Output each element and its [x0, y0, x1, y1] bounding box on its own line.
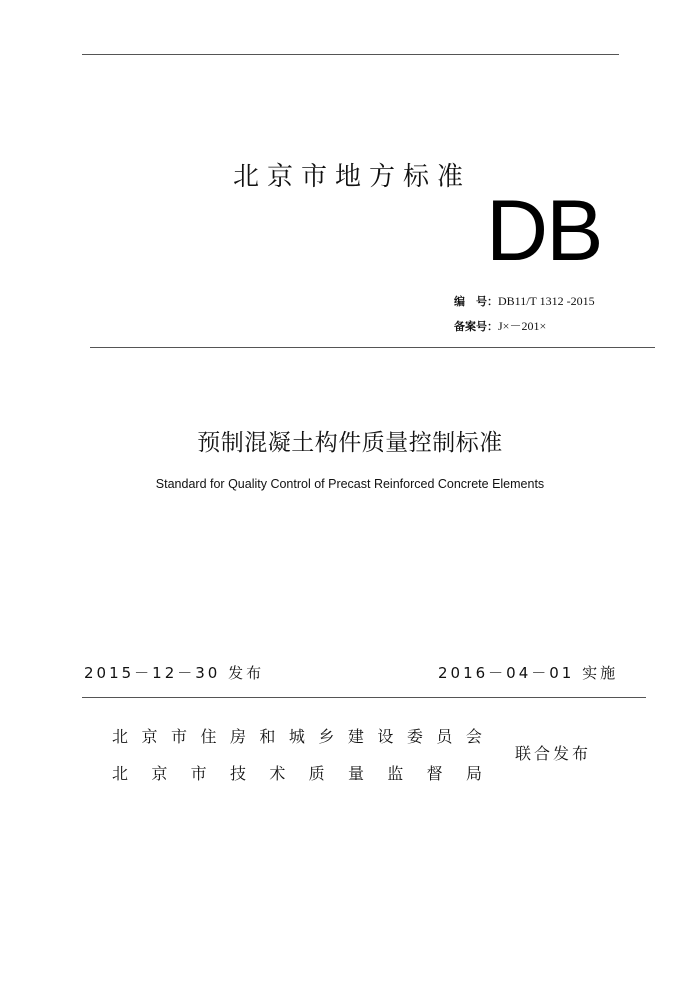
issuer-char: 监: [387, 764, 404, 783]
issuer-char: 北: [112, 727, 129, 746]
record-number: [454, 317, 546, 334]
top-rule: [82, 54, 619, 55]
issue-date: 2015－12－30 发布: [84, 664, 265, 682]
issuer-char: 会: [465, 727, 482, 746]
issuer-char: 京: [151, 764, 168, 783]
effective-date: 2016－04－01 实施: [438, 664, 619, 682]
standard-number: [454, 293, 595, 309]
issuer-char: 质: [308, 764, 325, 783]
header-divider: [90, 347, 655, 348]
issuer-char: 技: [229, 764, 246, 783]
issuer-char: 设: [377, 727, 394, 746]
db-mark: DB: [486, 183, 602, 279]
issuer-char: 和: [259, 727, 276, 746]
document-subtitle-en: Standard for Quality Control of Precast Reinforced Concrete Elements: [155, 477, 545, 491]
record-number-label: 备案号：: [454, 320, 498, 333]
issuer-char: 市: [170, 727, 187, 746]
issuer-char: 城: [288, 727, 305, 746]
issuer-char: 京: [141, 727, 158, 746]
issuer-char: 乡: [318, 727, 335, 746]
date-divider: [82, 697, 646, 698]
issuer-char: 术: [269, 764, 286, 783]
issuer-char: 督: [426, 764, 443, 783]
issuer-char: 住: [200, 727, 217, 746]
standard-number-label: 编 号：: [454, 295, 498, 308]
issuer-char: 市: [190, 764, 207, 783]
issuer-char: 量: [347, 764, 364, 783]
issuer-char: 房: [229, 727, 246, 746]
document-title: 预制混凝土构件质量控制标准: [197, 430, 503, 456]
joint-issue-label: 联合发布: [515, 744, 592, 763]
issuer-char: 员: [436, 727, 453, 746]
issuer-char: 委: [406, 727, 423, 746]
standard-series-title: 北京市地方标准: [233, 162, 472, 192]
issuer-char: 局: [465, 764, 482, 783]
issuer-char: 北: [112, 764, 129, 783]
issuer-char: 建: [347, 727, 364, 746]
issuer-quality-bureau: [112, 761, 482, 784]
issuer-housing-commission: [112, 724, 482, 747]
standard-number-value: DB11/T 1312 -2015: [498, 294, 595, 308]
record-number-value: J×－201×: [498, 319, 547, 333]
